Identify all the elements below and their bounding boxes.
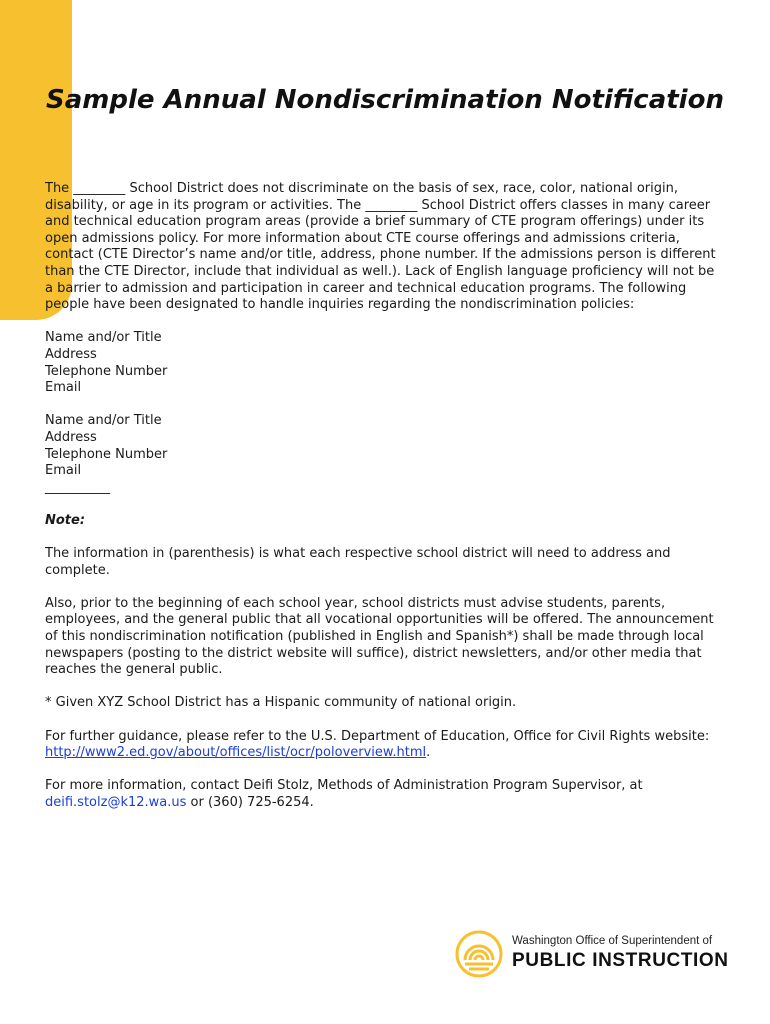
contact-address: Address: [45, 429, 97, 445]
contact-block-2: [45, 413, 725, 496]
contact-phone-text: or (360) 725-6254.: [186, 794, 314, 810]
contact-block-1: [45, 330, 725, 396]
ospi-logo: [455, 930, 729, 978]
contact-phone: Telephone Number: [45, 363, 168, 379]
contact-address: Address: [45, 346, 97, 362]
note-heading: [45, 513, 725, 530]
document-title: Sample Annual Nondiscrimination Notification: [46, 85, 724, 115]
guidance-end: .: [426, 745, 431, 761]
guidance-paragraph: [45, 729, 725, 762]
org-name-line2: PUBLIC INSTRUCTION: [512, 950, 729, 971]
contact-email: Email: [45, 380, 82, 396]
contact-name: Name and/or Title: [45, 330, 162, 346]
note-paragraph-2: Also, prior to the beginning of each school year, school districts must advise students, parents, employees, and the general public that all vocational opportunities will be offered. The announcement of this nondiscrimination notification (published in English and Spanish*) shall be made through local newspapers (posting to the district website will suffice), district newsletters, and/or other media that reaches the general public.: [45, 595, 714, 678]
ospi-sun-logo-icon: [455, 930, 503, 978]
contact-email-link[interactable]: deifi.stolz@k12.wa.us: [45, 794, 187, 810]
contact-text: For more information, contact Deifi Stolz, Methods of Administration Program Supervisor, at: [45, 778, 643, 794]
guidance-text: For further guidance, please refer to the U.S. Department of Education, Office for Civil Rights website:: [45, 728, 710, 744]
contact-paragraph: [45, 778, 725, 811]
note-label: Note:: [45, 512, 86, 528]
contact-name: Name and/or Title: [45, 413, 162, 429]
ocr-website-link[interactable]: http://www2.ed.gov/about/offices/list/ocr/poloverview.html: [45, 745, 427, 761]
org-name-line1: Washington Office of Superintendent of: [512, 935, 713, 947]
intro-paragraph: The ________ School District does not discriminate on the basis of sex, race, color, national origin, disability, or age in its program or activities. The ________ School District offers classes in many career and technical education program areas (provide a brief summary of CTE program offerings) under its open admissions policy. For more information about CTE course offerings and admissions criteria, contact (CTE Director’s name and/or title, address, phone number. If the admissions person is different than the CTE Director, include that individual as well.). Lack of English language proficiency will not be a barrier to admission and participation in career and technical education programs. The following people have been designated to handle inquiries regarding the nondiscrimination policies:: [45, 181, 716, 313]
note-paragraph-1: The information in (parenthesis) is what each respective school district will need to address and complete.: [45, 546, 671, 578]
document-body: [45, 181, 725, 828]
footnote: * Given XYZ School District has a Hispanic community of national origin.: [45, 695, 517, 711]
separator-line: __________: [45, 479, 110, 495]
contact-phone: Telephone Number: [45, 446, 168, 462]
contact-email: Email: [45, 463, 82, 479]
